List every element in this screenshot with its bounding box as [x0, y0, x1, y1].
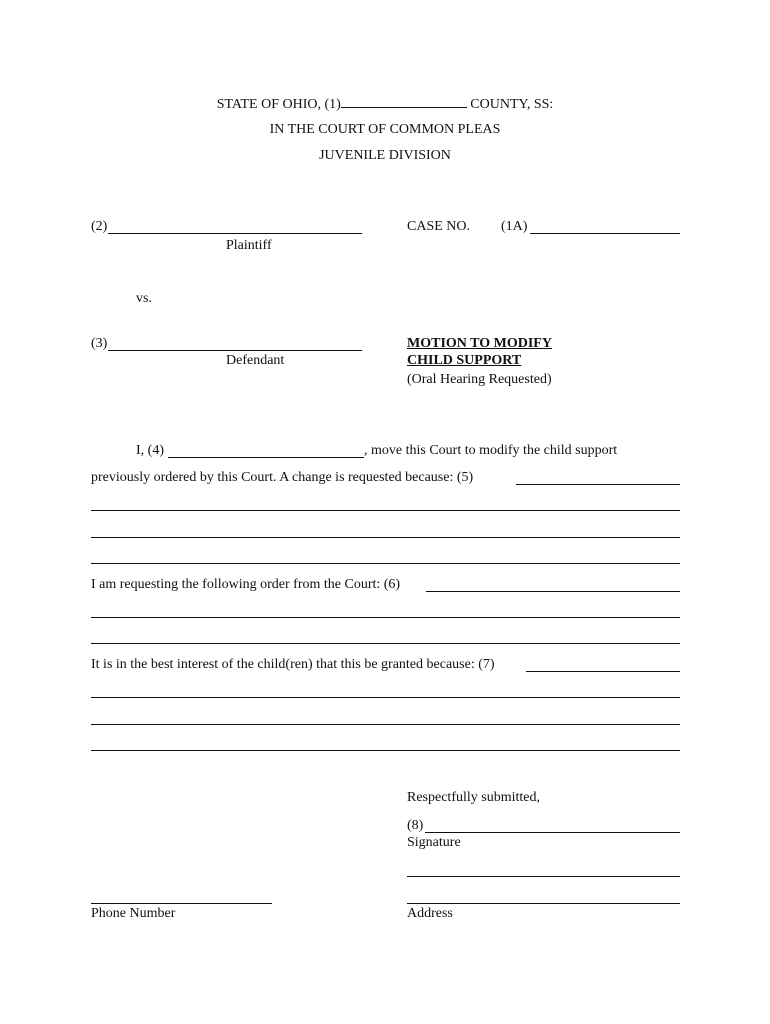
case-no-label: CASE NO.	[407, 219, 471, 234]
change-reason-line[interactable]	[91, 537, 680, 538]
intro-prefix: I, (4)	[136, 443, 164, 458]
versus-label: vs.	[136, 291, 152, 306]
hearing-note: (Oral Hearing Requested)	[407, 372, 552, 387]
defendant-number: (3)	[91, 336, 108, 351]
county-label: COUNTY, SS:	[470, 97, 554, 112]
best-interest-line[interactable]	[91, 750, 680, 751]
requested-order-line[interactable]	[91, 617, 680, 618]
requested-order-blank[interactable]	[426, 591, 680, 592]
requested-order-line[interactable]	[91, 643, 680, 644]
address-line-1[interactable]	[407, 876, 680, 877]
phone-number-label: Phone Number	[91, 906, 176, 921]
motion-title-line1: MOTION TO MODIFY	[407, 336, 552, 351]
case-no-blank[interactable]	[530, 233, 680, 234]
plaintiff-number: (2)	[91, 219, 108, 234]
change-reason-line[interactable]	[91, 510, 680, 511]
signature-label: Signature	[407, 835, 461, 850]
phone-number-blank[interactable]	[91, 903, 272, 904]
division-name: JUVENILE DIVISION	[319, 148, 451, 163]
defendant-name-blank[interactable]	[108, 350, 362, 351]
motion-title-line2: CHILD SUPPORT	[407, 353, 522, 368]
closing-text: Respectfully submitted,	[407, 790, 540, 805]
change-reason-blank[interactable]	[516, 484, 680, 485]
plaintiff-label: Plaintiff	[226, 238, 272, 253]
county-blank[interactable]	[341, 95, 467, 108]
defendant-label: Defendant	[226, 353, 285, 368]
requested-order-text: I am requesting the following order from the Court: (6)	[91, 577, 401, 592]
best-interest-line[interactable]	[91, 724, 680, 725]
best-interest-text: It is in the best interest of the child(ren) that this be granted because: (7)	[91, 657, 495, 672]
best-interest-line[interactable]	[91, 697, 680, 698]
state-county-line	[0, 95, 770, 113]
plaintiff-name-blank[interactable]	[108, 233, 362, 234]
case-no-number: (1A)	[501, 219, 528, 234]
signature-number: (8)	[407, 818, 424, 833]
court-name: IN THE COURT OF COMMON PLEAS	[269, 122, 501, 137]
change-reason-text: previously ordered by this Court. A change is requested because: (5)	[91, 470, 474, 485]
address-label: Address	[407, 906, 453, 921]
intro-suffix: , move this Court to modify the child support	[364, 443, 618, 458]
change-reason-line[interactable]	[91, 563, 680, 564]
state-label: STATE OF OHIO, (1)	[216, 97, 341, 112]
movant-name-blank[interactable]	[168, 457, 364, 458]
address-line-2[interactable]	[407, 903, 680, 904]
signature-blank[interactable]	[425, 832, 680, 833]
best-interest-blank[interactable]	[526, 671, 680, 672]
